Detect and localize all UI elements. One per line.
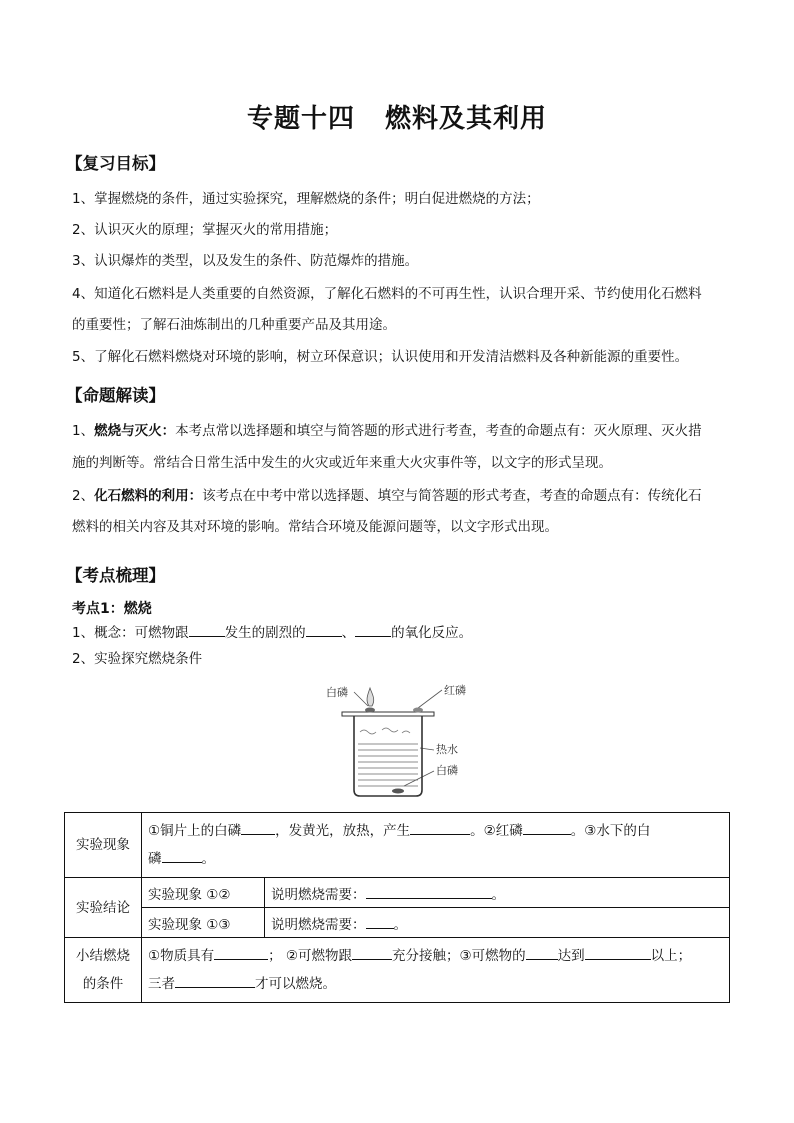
goal-2: 2、认识灭火的原理；掌握灭火的常用措施； [72, 222, 338, 238]
concept-text-b: 发生的剧烈的 [224, 625, 306, 641]
analysis-item-2 [72, 487, 732, 505]
title-sub: 燃料及其利用 [385, 104, 548, 134]
white-phosphorus-underwater [392, 789, 404, 794]
concept-line [72, 624, 732, 642]
blank[interactable] [162, 850, 202, 863]
cell-text: 磷 [148, 851, 162, 867]
section-analysis-heading: 【命题解读】 [66, 386, 165, 405]
analysis-item-1-cont: 施的判断等。常结合日常生活中发生的火灾或近年来重大火灾事件等，以文字的形式呈现。 [72, 455, 612, 471]
blank[interactable] [585, 947, 651, 960]
analysis-item-2-prefix: 2、 [72, 488, 95, 504]
blank[interactable] [189, 624, 225, 637]
analysis-item-2-text: 该考点在中考中常以选择题、填空与简答题的形式考查，考查的命题点有：传统化石 [202, 488, 702, 504]
cell-text: ，发黄光，放热，产生 [275, 823, 411, 839]
cell-text: 。 [393, 916, 407, 933]
goal-1: 1、掌握燃烧的条件，通过实验探究，理解燃烧的条件；明白促进燃烧的方法； [72, 191, 540, 207]
cell-text: 以上； [650, 948, 692, 964]
cell-text: 。 [491, 886, 505, 903]
blank[interactable] [355, 624, 391, 637]
copper-plate [342, 712, 434, 716]
row-header-phenomenon: 实验现象 [65, 813, 142, 878]
concept-text-a: 1、概念：可燃物跟 [72, 625, 189, 641]
conclusion-text-1 [265, 878, 730, 908]
experiment-table [64, 812, 730, 1003]
cell-text: 。 [201, 851, 215, 867]
analysis-item-2-cont: 燃料的相关内容及其对环境的影响。常结合环境及能源问题等，以文字形式出现。 [72, 519, 558, 535]
blank[interactable] [241, 822, 275, 835]
blank[interactable] [214, 947, 268, 960]
title-main: 专题十四 [246, 104, 355, 134]
label-red-phosphorus: 红磷 [444, 684, 466, 697]
page-title [0, 98, 794, 135]
cell-text: 充分接触；③可燃物的 [392, 948, 526, 964]
blank[interactable] [366, 916, 394, 929]
blank[interactable] [175, 975, 255, 988]
goal-4: 4、知道化石燃料是人类重要的自然资源，了解化石燃料的不可再生性，认识合理开采、节约使用化石燃料 [72, 286, 702, 302]
conclusion-sub-2: 实验现象 ①③ [142, 908, 265, 938]
red-phosphorus [413, 708, 423, 713]
experiment-line: 2、实验探究燃烧条件 [72, 651, 203, 667]
goal-4-cont: 的重要性；了解石油炼制出的几种重要产品及其用途。 [72, 317, 396, 333]
label-hot-water: 热水 [436, 743, 458, 756]
analysis-item-1-prefix: 1、 [72, 423, 95, 439]
summary-cell [142, 938, 730, 1003]
row-header-summary [65, 938, 142, 1003]
cell-text: 的条件 [82, 976, 124, 992]
label-white-phosphorus-bottom: 白磷 [436, 764, 458, 777]
blank[interactable] [352, 947, 392, 960]
cell-text: ①铜片上的白磷 [148, 823, 242, 839]
phenomenon-cell [142, 813, 730, 878]
label-white-phosphorus-top: 白磷 [326, 686, 348, 699]
white-phosphorus-top [365, 708, 375, 713]
table-row [65, 878, 730, 908]
concept-text-d: 的氧化反应。 [391, 625, 473, 641]
cell-text: 。②红磷 [470, 823, 523, 839]
blank[interactable] [523, 822, 571, 835]
flame-icon [367, 688, 374, 706]
conclusion-text-2 [265, 908, 730, 938]
analysis-item-1-text: 本考点常以选择题和填空与简答题的形式进行考查，考查的命题点有：灭火原理、灭火措 [175, 423, 702, 439]
blank[interactable] [410, 822, 470, 835]
cell-text: 说明燃烧需要： [271, 916, 366, 933]
cell-text: 小结燃烧 [76, 948, 130, 964]
blank[interactable] [526, 947, 558, 960]
cell-text: ①物质具有 [148, 948, 215, 964]
cell-text: 达到 [557, 948, 585, 964]
analysis-item-1 [72, 422, 732, 440]
experiment-figure [322, 678, 472, 800]
kaodian-heading: 考点1：燃烧 [72, 601, 152, 617]
cell-text: 说明燃烧需要： [271, 886, 366, 903]
cell-text: 才可以燃烧。 [255, 976, 336, 992]
analysis-item-2-bold: 化石燃料的利用： [94, 488, 203, 504]
cell-text: 三者 [148, 976, 175, 992]
blank[interactable] [306, 624, 342, 637]
cell-text: ； ②可燃物跟 [268, 948, 353, 964]
row-header-conclusion: 实验结论 [65, 878, 142, 938]
conclusion-sub-1: 实验现象 ①② [142, 878, 265, 908]
table-row [65, 908, 730, 938]
goal-5: 5、了解化石燃料燃烧对环境的影响，树立环保意识；认识使用和开发清洁燃料及各种新能源的重要性。 [72, 349, 689, 365]
analysis-item-1-bold: 燃烧与灭火： [94, 423, 176, 439]
table-row [65, 938, 730, 1003]
table-row [65, 813, 730, 878]
concept-text-c: 、 [341, 625, 356, 641]
cell-text: 。③水下的白 [570, 823, 651, 839]
blank[interactable] [366, 886, 492, 899]
goal-3: 3、认识爆炸的类型，以及发生的条件、防范爆炸的措施。 [72, 253, 419, 269]
section-goals-heading: 【复习目标】 [66, 154, 165, 173]
section-points-heading: 【考点梳理】 [66, 566, 165, 585]
